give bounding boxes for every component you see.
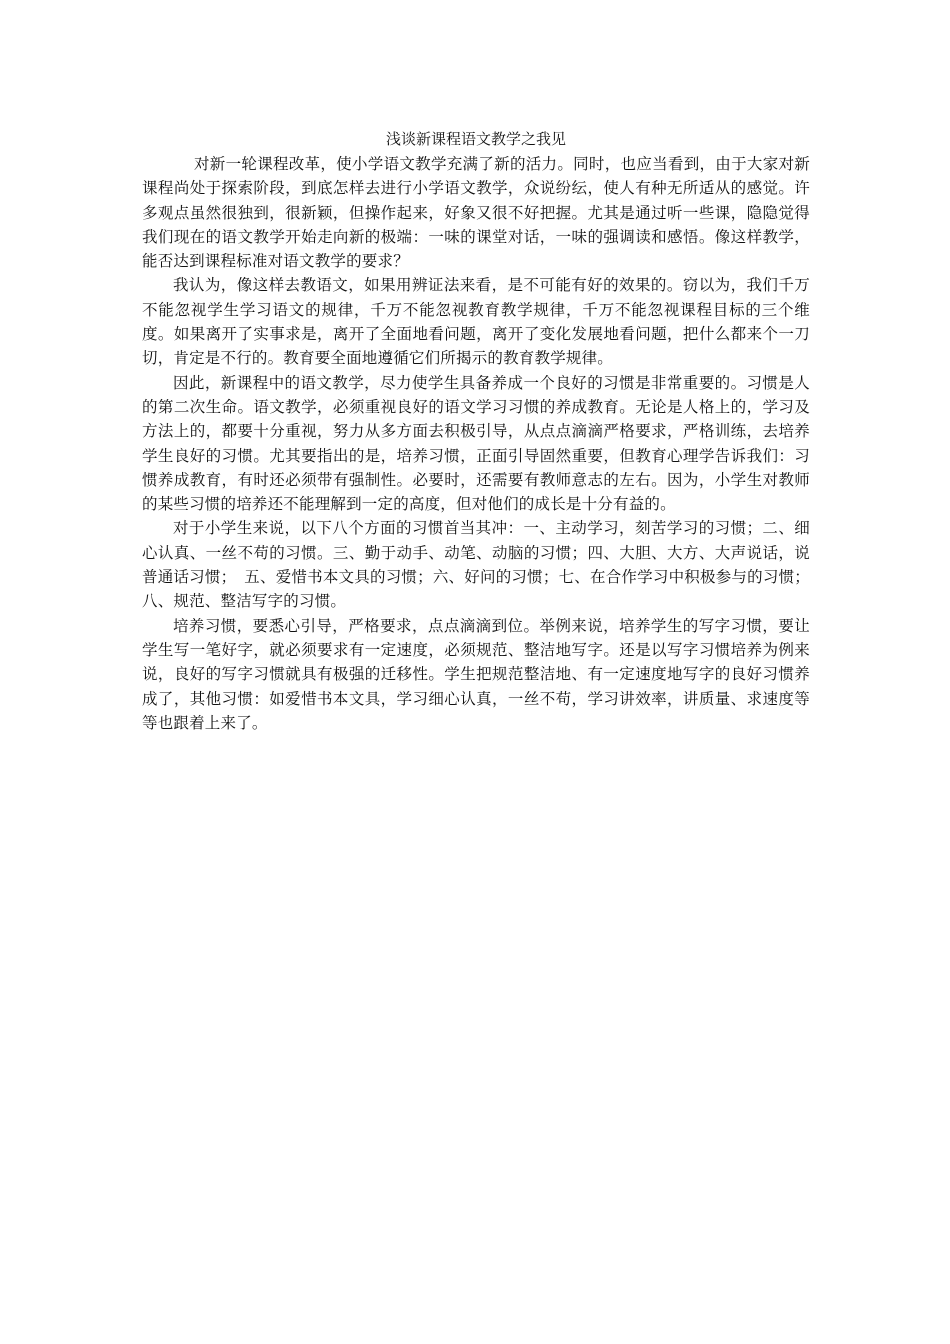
document-page	[142, 128, 810, 735]
document-title: 浅谈新课程语文教学之我见	[385, 130, 566, 148]
paragraph-2: 我认为，像这样去教语文，如果用辨证法来看，是不可能有好的效果的。窃以为，我们千万不能忽视学生学习语文的规律，千万不能忽视教育教学规律，千万不能忽视课程目标的三个维度。如果离开了实事求是，离开了全面地看问题，离开了变化发展地看问题，把什么都来个一刀切，肯定是不行的。教育要全面地遵循它们所揭示的教育教学规律。	[142, 276, 810, 368]
paragraph-3: 因此，新课程中的语文教学，尽力使学生具备养成一个良好的习惯是非常重要的。习惯是人的第二次生命。语文教学，必须重视良好的语文学习习惯的养成教育。无论是人格上的，学习及方法上的，都要十分重视，努力从多方面去积极引导，从点点滴滴严格要求，严格训练，去培养学生良好的习惯。尤其要指出的是，培养习惯，正面引导固然重要，但教育心理学告诉我们：习惯养成教育，有时还必须带有强制性。必要时，还需要有教师意志的左右。因为，小学生对教师的某些习惯的培养还不能理解到一定的高度，但对他们的成长是十分有益的。	[142, 373, 810, 514]
paragraph-1: 对新一轮课程改革，使小学语文教学充满了新的活力。同时，也应当看到，由于大家对新课程尚处于探索阶段，到底怎样去进行小学语文教学，众说纷纭，使人有种无所适从的感觉。许多观点虽然很独到，很新颖，但操作起来，好象又很不好把握。尤其是通过听一些课，隐隐觉得我们现在的语文教学开始走向新的极端：一味的课堂对话，一味的强调读和感悟。像这样教学，能否达到课程标准对语文教学的要求？	[142, 155, 810, 271]
paragraph-5: 培养习惯，要悉心引导，严格要求，点点滴滴到位。举例来说，培养学生的写字习惯，要让学生写一笔好字，就必须要求有一定速度，必须规范、整洁地写字。还是以写字习惯培养为例来说，良好的写字习惯就具有极强的迁移性。学生把规范整洁地、有一定速度地写字的良好习惯养成了，其他习惯：如爱惜书本文具，学习细心认真，一丝不苟，学习讲效率，讲质量、求速度等等也跟着上来了。	[142, 616, 810, 732]
paragraph-4: 对于小学生来说，以下八个方面的习惯首当其冲：一、主动学习，刻苦学习的习惯；二、细心认真、一丝不苟的习惯。三、勤于动手、动笔、动脑的习惯；四、大胆、大方、大声说话，说普通话习惯； 五、爱惜书本文具的习惯；六、好问的习惯；七、在合作学习中积极参与的习惯；八、规范、整洁写字的习惯。	[142, 519, 810, 611]
